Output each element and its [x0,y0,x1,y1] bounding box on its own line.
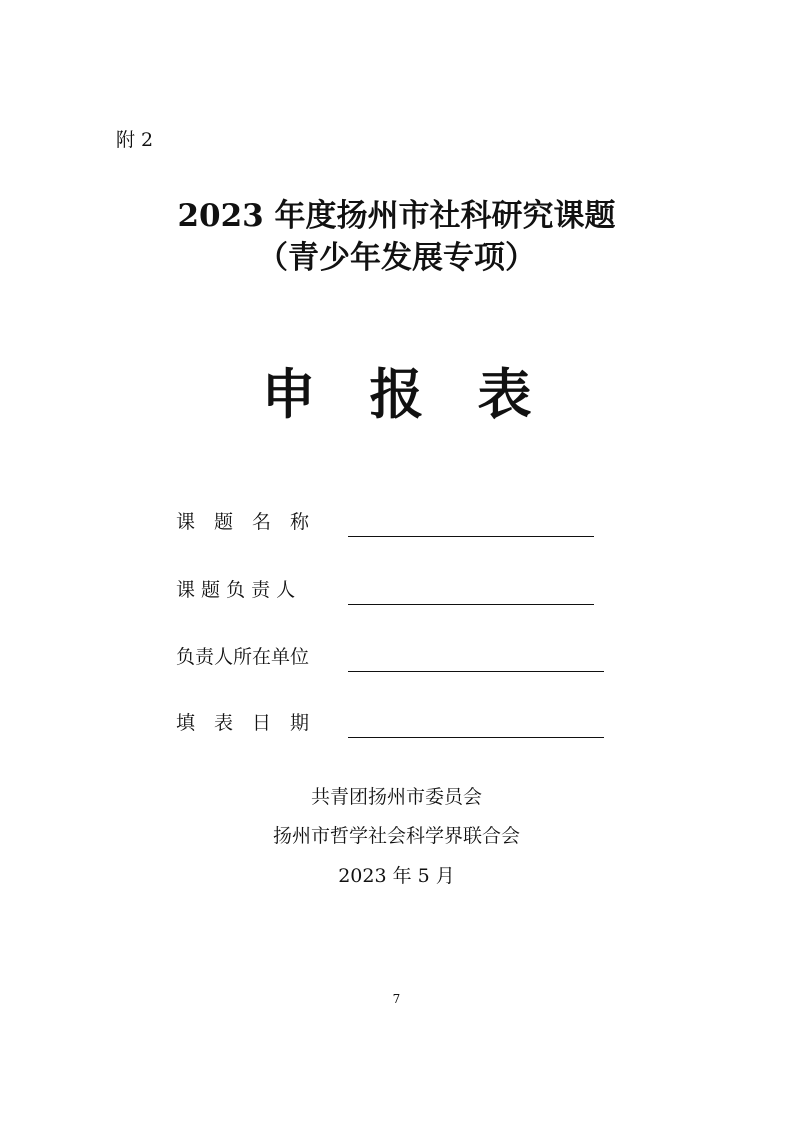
annex-label: 附 2 [116,129,154,151]
document-title-line-1: 2023 年度扬州市社科研究课题 [177,198,616,234]
issuing-org-youth-league: 共青团扬州市委员会 [310,786,482,808]
field-label-leader-affiliation: 负责人所在单位 [176,646,310,668]
issuing-org-social-science-federation: 扬州市哲学社会科学界联合会 [272,825,520,847]
field-label-topic-name: 课 题 名 称 [176,511,310,533]
leader-affiliation-blank-line[interactable] [348,671,604,672]
fill-date-blank-line[interactable] [348,737,604,738]
issue-date: 2023 年 5 月 [338,865,455,887]
document-title-line-2: （青少年发展专项） [257,240,536,276]
page-number: 7 [392,992,401,1006]
form-title: 申 报 表 [261,362,532,426]
field-label-fill-date: 填 表 日 期 [176,712,310,734]
topic-name-blank-line[interactable] [348,536,594,537]
field-label-topic-leader: 课 题 负 责 人 [176,579,296,601]
topic-leader-blank-line[interactable] [348,604,594,605]
